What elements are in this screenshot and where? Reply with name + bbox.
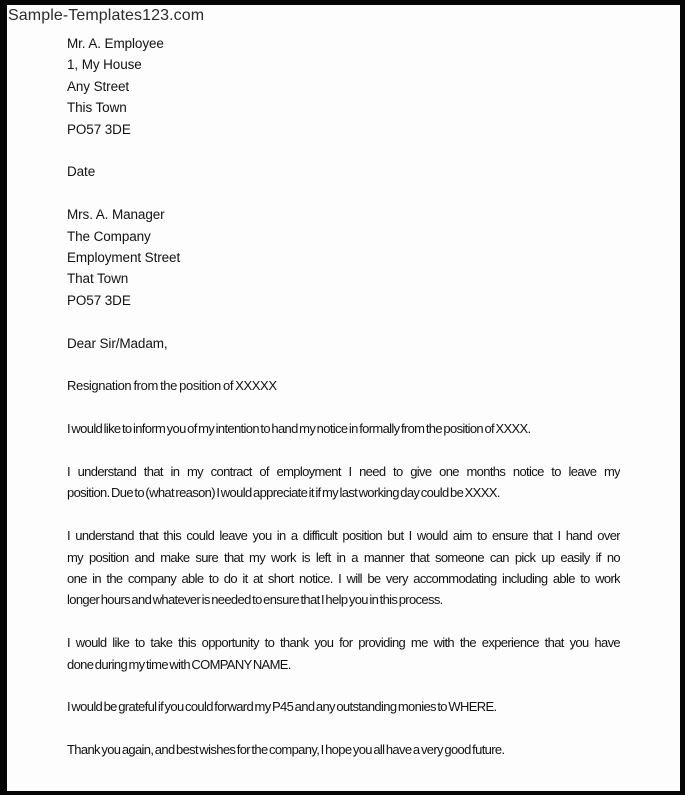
- paragraph-line: I understand that this could leave you in a difficult position but I would aim to ensure that I hand over: [67, 528, 620, 544]
- paragraph-line: position. Due to (what reason) I would appreciate it if my last working day could be XXXX.: [67, 485, 500, 501]
- paragraph-line: I would like to inform you of my intention to hand my notice in formally from the position of XXXX.: [67, 421, 531, 437]
- recipient-address-line: The Company: [67, 228, 151, 244]
- recipient-address-line: Employment Street: [67, 250, 181, 266]
- sender-address-line: PO57 3DE: [67, 121, 131, 137]
- letter-content: [67, 33, 620, 782]
- salutation: Dear Sir/Madam,: [67, 335, 168, 351]
- recipient-address-line: Mrs. A. Manager: [67, 207, 165, 223]
- sender-address-line: Mr. A. Employee: [67, 36, 164, 51]
- paragraph-line: my position and make sure that my work is left in a manner that someone can pick up easily if no: [67, 549, 620, 565]
- paragraph-closing-wishes: [67, 739, 620, 760]
- sender-address: [67, 33, 620, 140]
- paragraph-thanks-experience: [67, 632, 620, 675]
- paragraph-line: longer hours and whatever is needed to ensure that I help you in this process.: [67, 592, 443, 608]
- paragraph-p45-request: [67, 696, 620, 717]
- paragraph-line: done during my time with COMPANY NAME.: [67, 656, 291, 672]
- paragraph-notice-period: [67, 461, 620, 504]
- paragraph-line: one in the company able to do it at short notice. I will be very accommodating including able to work: [67, 571, 620, 587]
- recipient-address-line: That Town: [67, 271, 129, 287]
- sender-address-line: 1, My House: [67, 57, 142, 73]
- recipient-address-line: PO57 3DE: [67, 292, 131, 308]
- sender-address-line: Any Street: [67, 78, 130, 94]
- paragraph-line: I would be grateful if you could forward my P45 and any outstanding monies to WHERE.: [67, 699, 497, 715]
- source-watermark: Sample-Templates123.com: [8, 7, 205, 24]
- recipient-address: [67, 204, 620, 311]
- paragraph-line: Thank you again, and best wishes for the company, I hope you all have a very good future.: [67, 742, 505, 758]
- subject-line: Resignation from the position of XXXXX: [67, 378, 277, 394]
- paragraph-intent: [67, 418, 620, 439]
- sender-address-line: This Town: [67, 100, 127, 116]
- paragraph-line: I would like to take this opportunity to thank you for providing me with the experience that you have: [67, 635, 620, 651]
- date-line: Date: [67, 164, 96, 180]
- paragraph-handover: [67, 525, 620, 611]
- paragraph-line: I understand that in my contract of employment I need to give one months notice to leave my: [67, 464, 620, 480]
